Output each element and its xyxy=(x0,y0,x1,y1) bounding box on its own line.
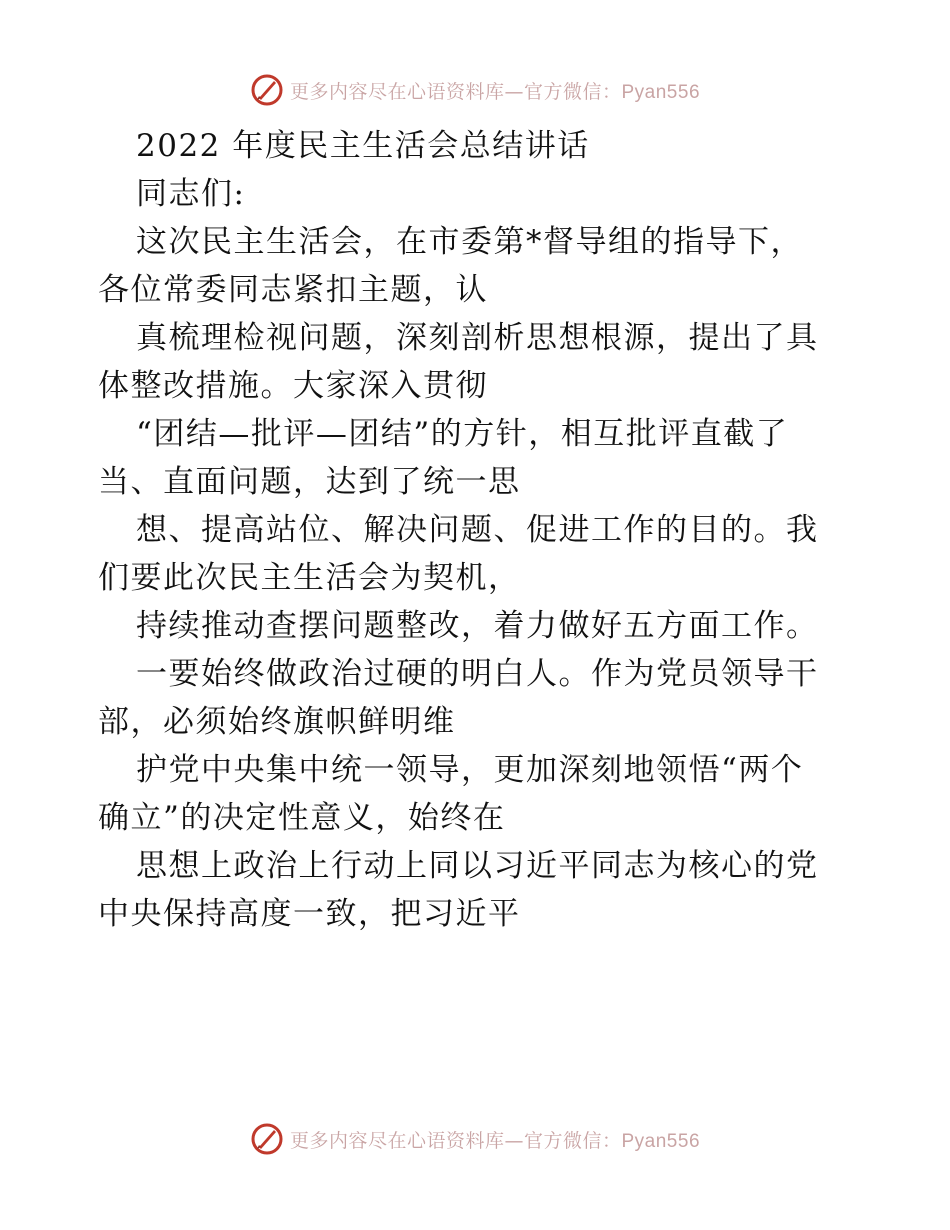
text-line: 真梳理检视问题，深刻剖析思想根源，提出了具 xyxy=(136,320,819,356)
quill-logo-icon xyxy=(250,73,284,107)
document-title: 2022 年度民主生活会总结讲话 xyxy=(136,128,590,164)
text-line: 中央保持高度一致，把习近平 xyxy=(98,896,521,932)
text-line: 们要此次民主生活会为契机， xyxy=(98,560,521,596)
text-line: 体整改措施。大家深入贯彻 xyxy=(98,368,488,404)
watermark-header xyxy=(0,70,950,110)
text-line: 护党中央集中统一领导，更加深刻地领悟“两个 xyxy=(136,752,804,788)
quill-logo-icon xyxy=(250,1122,284,1156)
paragraph-lines xyxy=(98,218,858,938)
text-line: 一要始终做政治过硬的明白人。作为党员领导干 xyxy=(136,656,819,692)
text-line: 各位常委同志紧扣主题，认 xyxy=(98,272,488,308)
text-line: 当、直面问题，达到了统一思 xyxy=(98,464,521,500)
text-line: 思想上政治上行动上同以习近平同志为核心的党 xyxy=(136,848,819,884)
text-line: 想、提高站位、解决问题、促进工作的目的。我 xyxy=(136,512,819,548)
text-line: 部，必须始终旗帜鲜明维 xyxy=(98,704,456,740)
watermark-text: 更多内容尽在心语资料库—官方微信：Pyan556 xyxy=(289,1129,701,1152)
text-line: 这次民主生活会，在市委第*督导组的指导下， xyxy=(136,224,803,260)
text-line: 持续推动查摆问题整改，着力做好五方面工作。 xyxy=(136,608,819,644)
text-line: “团结—批评—团结”的方针，相互批评直截了 xyxy=(136,416,789,452)
watermark-footer xyxy=(0,1119,950,1159)
text-line: 确立”的决定性意义，始终在 xyxy=(98,800,506,836)
document-body xyxy=(98,122,858,938)
watermark-text: 更多内容尽在心语资料库—官方微信：Pyan556 xyxy=(289,80,701,103)
salutation: 同志们: xyxy=(136,176,246,212)
